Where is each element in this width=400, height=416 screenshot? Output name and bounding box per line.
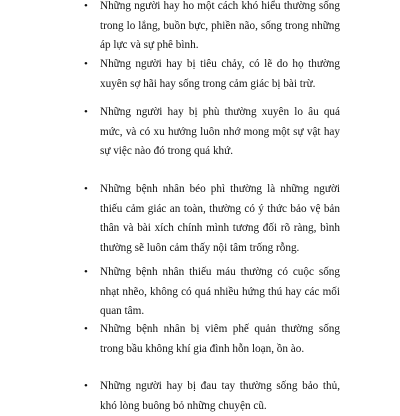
bullet-icon: • [84,266,88,278]
bullet-icon: • [84,323,88,335]
list-item-text: Những bệnh nhân bị viêm phế quản thường sống trong bầu không khí gia đình hỗn loạn, ồn ào. [100,323,340,355]
list-item-text: Những bệnh nhân béo phì thường là những người thiếu cảm giác an toàn, thường có ý thức bảo vệ bản thân và bài xích chính mình tương đối rõ ràng, bình thường sẽ luôn cảm thấy nội tâm trống rỗng. [100,183,340,254]
bullet-icon: • [84,183,88,195]
bullet-icon: • [84,380,88,392]
list-item [84,0,340,56]
list-item [84,320,340,359]
list-item-text: Những bệnh nhân thiếu máu thường có cuộc sống nhạt nhẽo, không có quá nhiều hứng thú hay các mối quan tâm. [100,266,340,317]
list-item [84,103,340,162]
list-item [84,263,340,322]
list-item [84,180,340,258]
list-item [84,377,340,416]
list-item-text: Những người hay ho một cách khó hiểu thường sống trong lo lắng, buồn bực, phiền não, sống trong những áp lực và sự phê bình. [100,0,340,51]
bullet-icon: • [84,106,88,118]
list-item [84,55,340,94]
list-item-text: Những người hay bị đau tay thường sống bảo thủ, khó lòng buông bỏ những chuyện cũ. [100,380,340,412]
list-item-text: Những người hay bị tiêu chảy, có lẽ do họ thường xuyên sợ hãi hay sống trong cảm giác bị bài trừ. [100,58,340,90]
bullet-icon: • [84,0,88,12]
list-item-text: Những người hay bị phù thường xuyên lo âu quá mức, và có xu hướng luôn nhớ mong một sự vật hay sự việc nào đó trong quá khứ. [100,106,340,157]
bullet-icon: • [84,58,88,70]
